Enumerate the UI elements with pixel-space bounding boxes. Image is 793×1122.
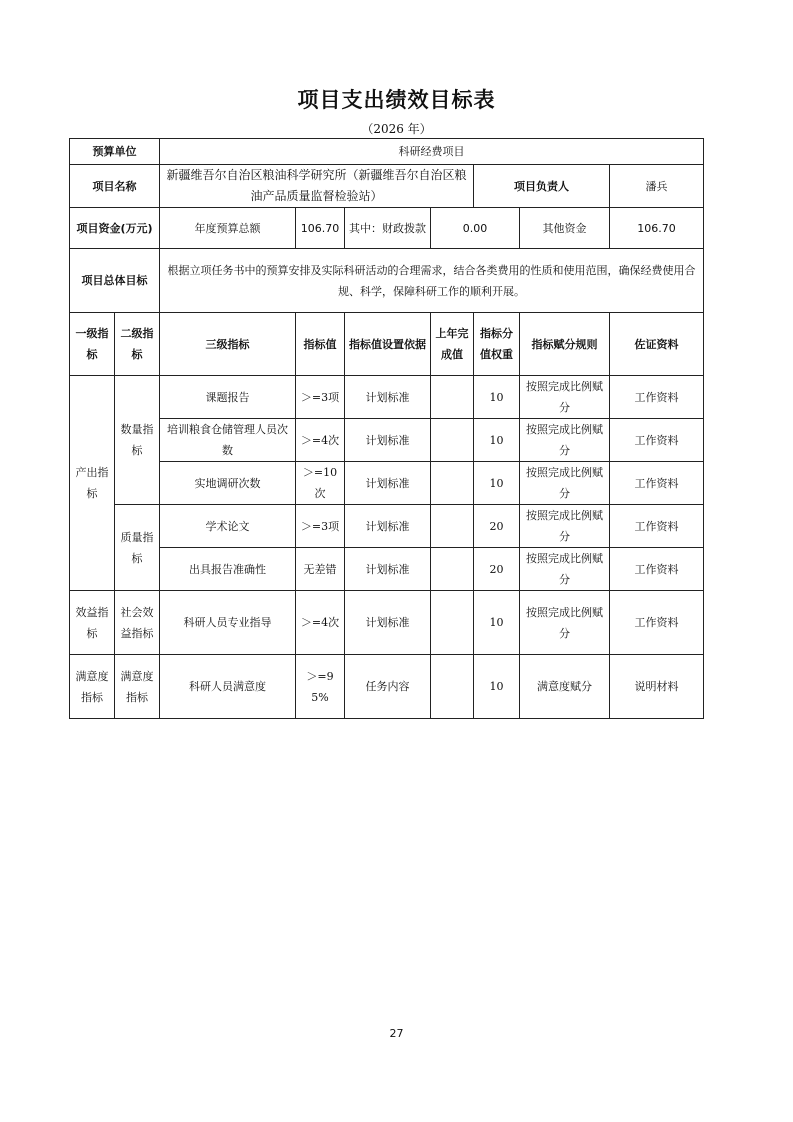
indicator-rule: 按照完成比例赋分 <box>520 376 610 419</box>
indicator-value: ＞=4次 <box>296 591 345 655</box>
group-benefit: 效益指标 <box>70 591 115 655</box>
indicator-basis: 计划标准 <box>345 376 431 419</box>
indicator-basis: 计划标准 <box>345 548 431 591</box>
indicator-rule: 按照完成比例赋分 <box>520 591 610 655</box>
indicator-last <box>431 548 474 591</box>
table-row <box>70 591 704 655</box>
funds-row <box>70 208 704 249</box>
table-row <box>70 419 704 462</box>
indicator-value: ＞=3项 <box>296 505 345 548</box>
indicator-name: 科研人员专业指导 <box>160 591 296 655</box>
header-row <box>70 313 704 376</box>
fiscal-value: 0.00 <box>431 208 520 249</box>
header-level2: 二级指标 <box>115 313 160 376</box>
indicator-value: ＞=4次 <box>296 419 345 462</box>
indicator-weight: 10 <box>474 591 520 655</box>
unit-label: 预算单位 <box>70 139 160 165</box>
indicator-basis: 计划标准 <box>345 591 431 655</box>
page-number: 27 <box>389 1027 404 1040</box>
fiscal-label: 其中：财政拨款 <box>345 208 431 249</box>
indicator-last <box>431 462 474 505</box>
indicator-weight: 20 <box>474 505 520 548</box>
table-row <box>70 462 704 505</box>
indicator-rule: 按照完成比例赋分 <box>520 548 610 591</box>
indicator-evidence: 工作资料 <box>610 505 704 548</box>
group-quantity: 数量指标 <box>115 376 160 505</box>
project-leader-value: 潘兵 <box>610 165 704 208</box>
other-funds-value: 106.70 <box>610 208 704 249</box>
project-leader-label: 项目负责人 <box>474 165 610 208</box>
indicator-name: 科研人员满意度 <box>160 655 296 719</box>
indicator-name: 学术论文 <box>160 505 296 548</box>
indicator-last <box>431 655 474 719</box>
unit-row <box>70 139 704 165</box>
goal-label: 项目总体目标 <box>70 249 160 313</box>
table-row <box>70 655 704 719</box>
indicator-basis: 计划标准 <box>345 462 431 505</box>
page-title: 项目支出绩效目标表 <box>297 88 496 112</box>
project-name-value: 新疆维吾尔自治区粮油科学研究所（新疆维吾尔自治区粮油产品质量监督检验站） <box>160 165 474 208</box>
unit-value: 科研经费项目 <box>160 139 704 165</box>
indicator-last <box>431 591 474 655</box>
indicator-rule: 按照完成比例赋分 <box>520 462 610 505</box>
indicator-weight: 10 <box>474 462 520 505</box>
indicator-weight: 20 <box>474 548 520 591</box>
funds-label: 项目资金(万元) <box>70 208 160 249</box>
indicator-name: 出具报告准确性 <box>160 548 296 591</box>
indicator-basis: 计划标准 <box>345 505 431 548</box>
indicator-last <box>431 376 474 419</box>
indicator-evidence: 工作资料 <box>610 548 704 591</box>
indicator-evidence: 工作资料 <box>610 462 704 505</box>
header-value: 指标值 <box>296 313 345 376</box>
year-label: （2026 年） <box>361 122 432 136</box>
group-satisfaction-sub: 满意度指标 <box>115 655 160 719</box>
group-quality: 质量指标 <box>115 505 160 591</box>
header-level3: 三级指标 <box>160 313 296 376</box>
header-last-year: 上年完成值 <box>431 313 474 376</box>
indicator-value: ＞=3项 <box>296 376 345 419</box>
indicator-evidence: 说明材料 <box>610 655 704 719</box>
indicator-rule: 按照完成比例赋分 <box>520 419 610 462</box>
indicator-basis: 任务内容 <box>345 655 431 719</box>
header-basis: 指标值设置依据 <box>345 313 431 376</box>
group-output: 产出指标 <box>70 376 115 591</box>
indicator-last <box>431 419 474 462</box>
indicator-weight: 10 <box>474 376 520 419</box>
goal-row <box>70 249 704 313</box>
table-row <box>70 505 704 548</box>
group-satisfaction: 满意度指标 <box>70 655 115 719</box>
other-funds-label: 其他资金 <box>520 208 610 249</box>
indicator-value: 无差错 <box>296 548 345 591</box>
header-weight: 指标分值权重 <box>474 313 520 376</box>
indicator-rule: 满意度赋分 <box>520 655 610 719</box>
annual-budget-label: 年度预算总额 <box>160 208 296 249</box>
indicator-name: 课题报告 <box>160 376 296 419</box>
indicator-evidence: 工作资料 <box>610 376 704 419</box>
indicator-evidence: 工作资料 <box>610 591 704 655</box>
indicator-last <box>431 505 474 548</box>
table-row <box>70 376 704 419</box>
indicator-weight: 10 <box>474 419 520 462</box>
table-row <box>70 548 704 591</box>
indicator-basis: 计划标准 <box>345 419 431 462</box>
indicator-weight: 10 <box>474 655 520 719</box>
performance-table <box>69 138 704 719</box>
project-name-label: 项目名称 <box>70 165 160 208</box>
project-row <box>70 165 704 208</box>
annual-budget-value: 106.70 <box>296 208 345 249</box>
header-evidence: 佐证资料 <box>610 313 704 376</box>
header-rule: 指标赋分规则 <box>520 313 610 376</box>
indicator-name: 培训粮食仓储管理人员次数 <box>160 419 296 462</box>
indicator-name: 实地调研次数 <box>160 462 296 505</box>
header-level1: 一级指标 <box>70 313 115 376</box>
group-social: 社会效益指标 <box>115 591 160 655</box>
indicator-rule: 按照完成比例赋分 <box>520 505 610 548</box>
indicator-evidence: 工作资料 <box>610 419 704 462</box>
goal-text: 根据立项任务书中的预算安排及实际科研活动的合理需求，结合各类费用的性质和使用范围，确保经费使用合规、科学，保障科研工作的顺利开展。 <box>160 249 704 313</box>
indicator-value: ＞=10次 <box>296 462 345 505</box>
indicator-value: ＞=95% <box>296 655 345 719</box>
